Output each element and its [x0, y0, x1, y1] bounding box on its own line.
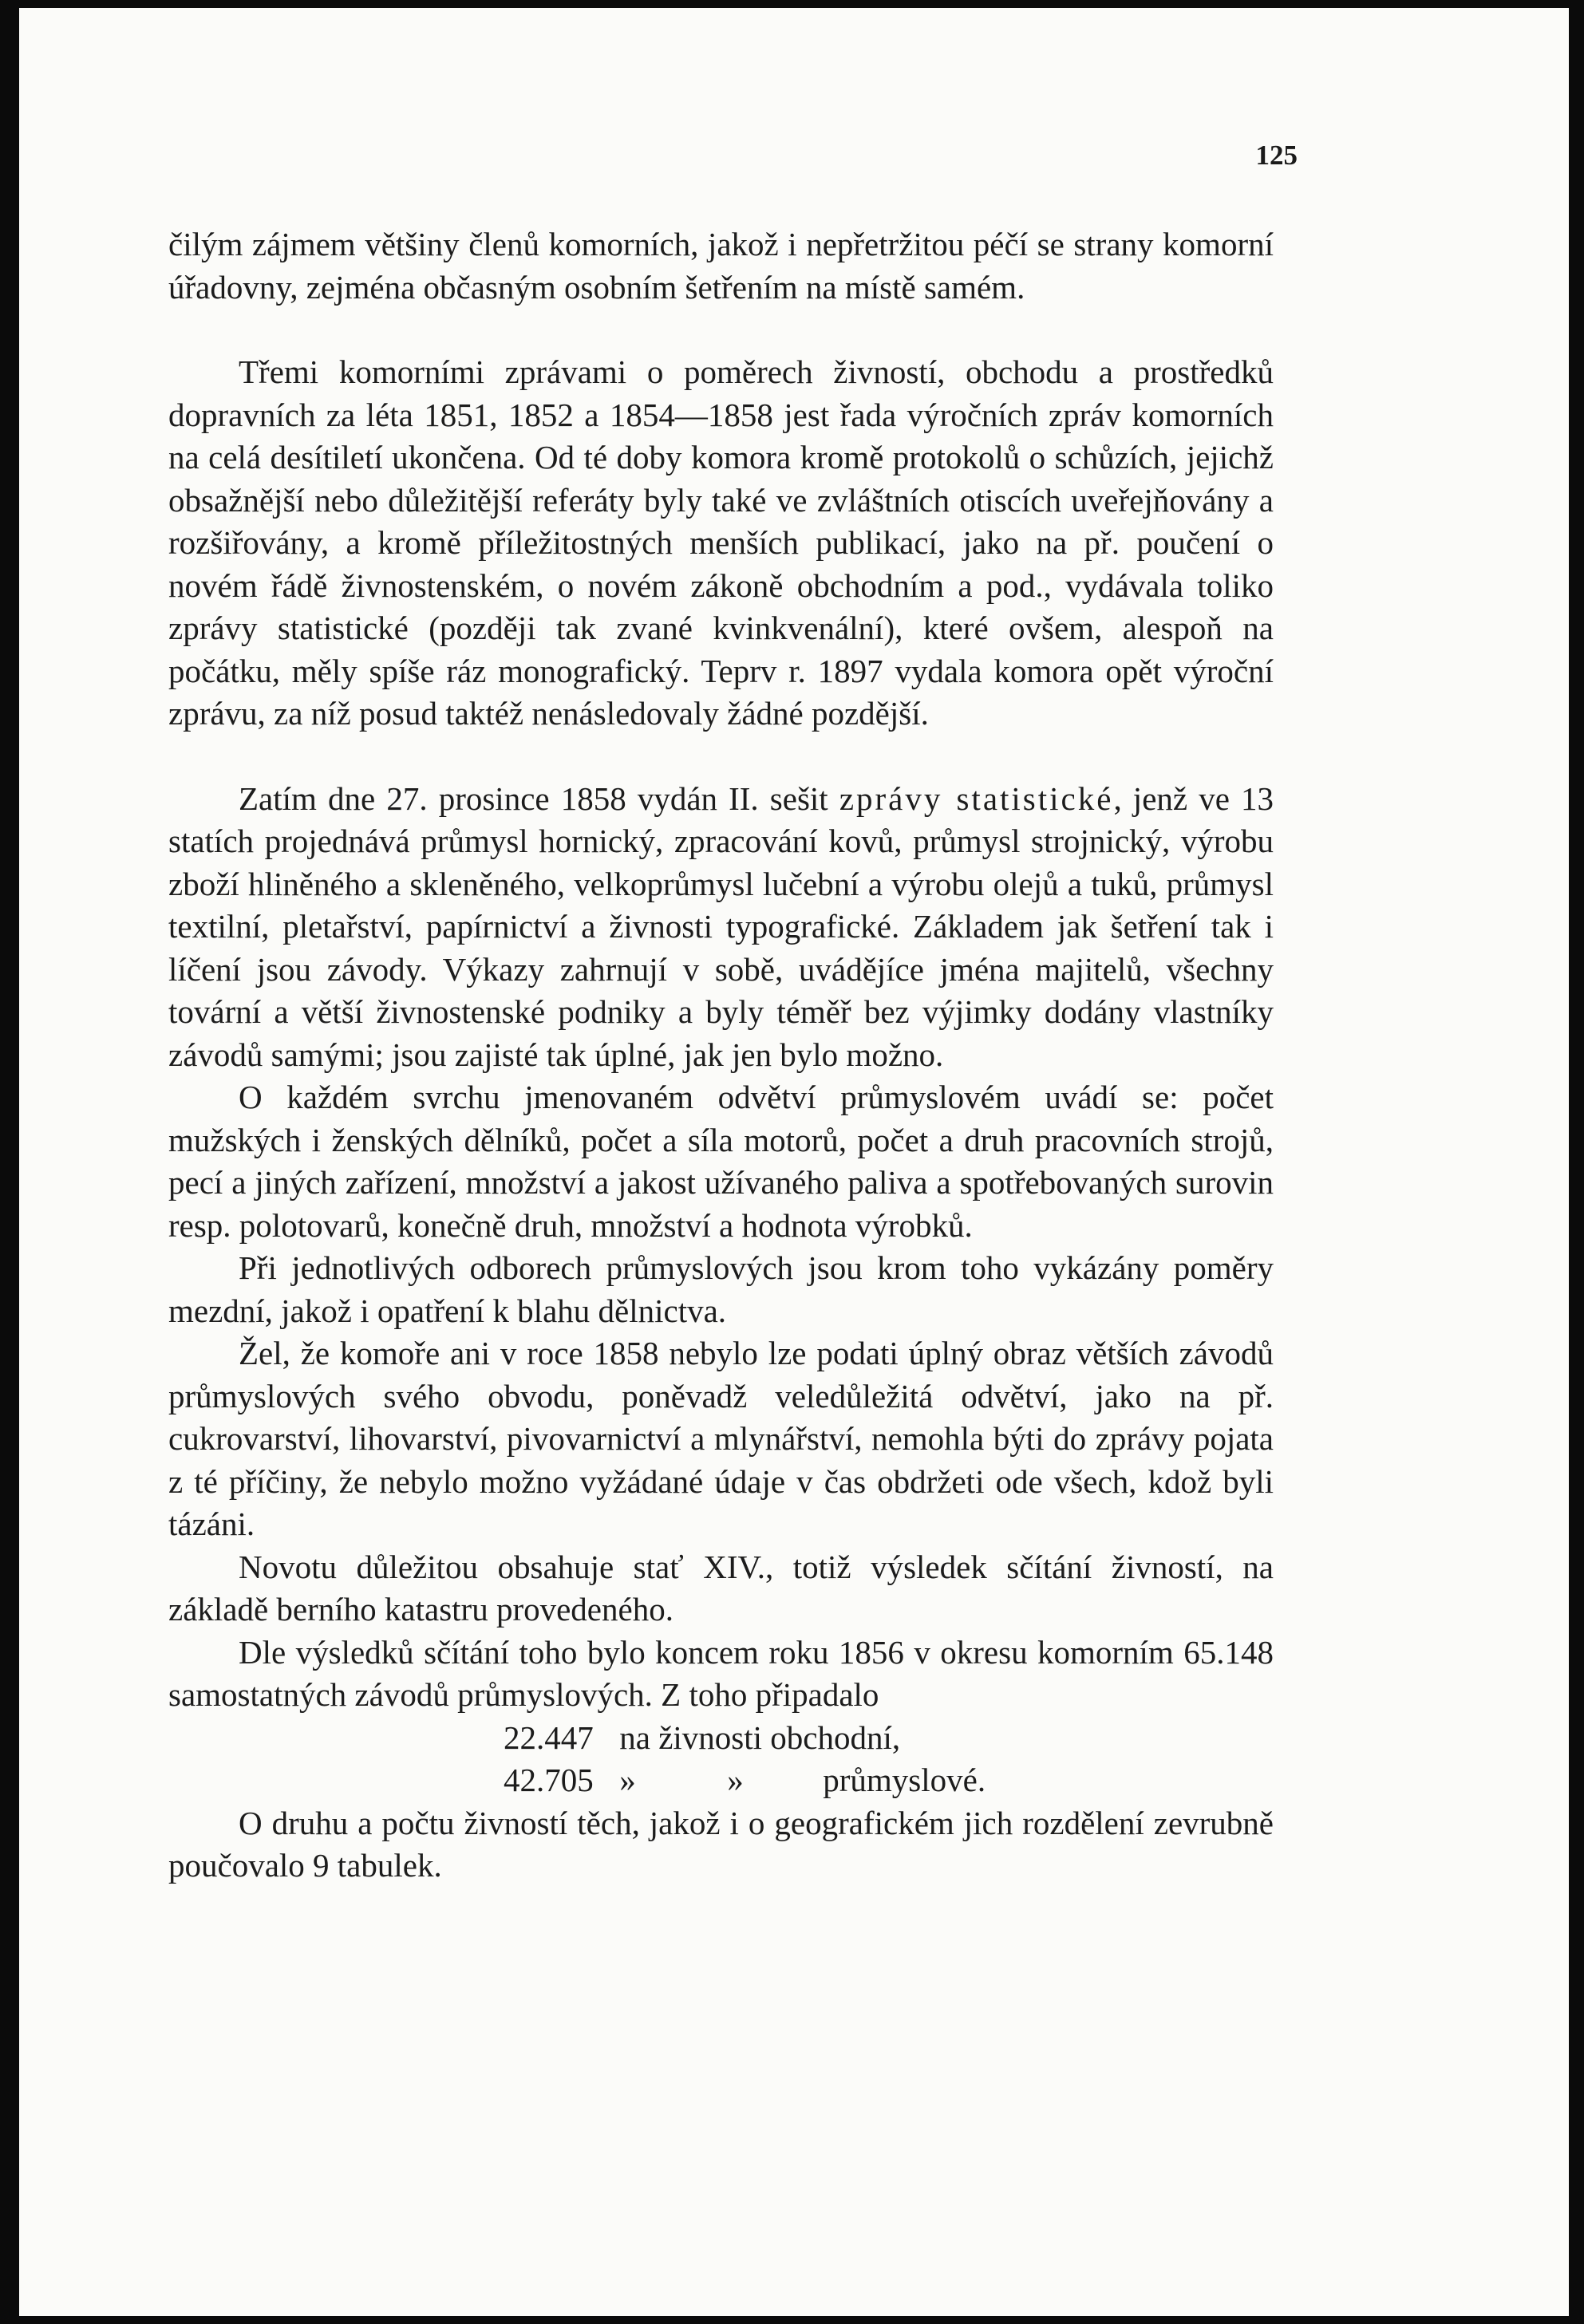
paragraph-continuation: čilým zájmem většiny členů komorních, jakož i nepřetržitou péčí se strany komorní úřadovny, zejména občasným osobním šetřením na místě samém.: [168, 226, 1274, 306]
paragraph-annual-reports: Třemi komorními zprávami o poměrech živností, obchodu a prostředků dopravních za léta 1851, 1852 a 1854—1858 jest řada výročních zpráv komorních na celá desítiletí ukončena. Od té doby komora kromě protokolů o schůzích, jejichž obsažnější nebo důležitější referáty byly také ve zvláštních otiscích uveřejňovány a rozšiřovány, a kromě příležitostných menších publikací, jako na př. poučení o novém řádě živnostenském, o novém zákoně obchodním a pod., vydávala toliko zprávy statistické (později tak zvané kvinkvenální), které ovšem, alespoň na počátku, měly spíše ráz monografický. Teprv r. 1897 vydala komora opět výroční zprávu, za níž posud taktéž nenásledovaly žádné pozdější.: [168, 353, 1274, 732]
table-number: 22.447: [504, 1718, 594, 1756]
table-text: průmyslové.: [823, 1762, 986, 1798]
census-table: [168, 1717, 1274, 1802]
paragraph-industry-data: O každém svrchu jmenovaném odvětví průmyslovém uvádí se: počet mužských i ženských dělníků, počet a síla motorů, počet a druh pracovních strojů, pecí a jiných zařízení, množství a jakost užívaného paliva a spotřebovaných surovin resp. polotovarů, konečně druh, množství a hodnota výrobků.: [168, 1079, 1274, 1244]
ditto-mark: »: [727, 1762, 744, 1798]
paragraph-text: Zatím dne 27. prosince 1858 vydán II. sešit: [239, 779, 839, 817]
paragraph-text: , jenž ve 13 statích projednává průmysl hornický, zpracování kovů, průmysl strojnický, výrobu zboží hliněného a skleněného, velkoprůmysl lučební a výrobu olejů a tuků, průmysl textilní, pletařství, papírnictví a živnosti typografické. Základem jak šetření tak i líčení jsou závody. Výkazy zahrnují v sobě, uvádějíce jména majitelů, všechny tovární a větší živnostenské podniky a byly téměř bez výjimky dodány vlastníky závodů samými; jsou zajisté tak úplné, jak jen bylo možno.: [168, 779, 1274, 1073]
table-text: na živnosti obchodní,: [619, 1718, 901, 1756]
table-row: [504, 1759, 1274, 1802]
body-text: [168, 223, 1274, 1888]
paragraph-incomplete-report: Žel, že komoře ani v roce 1858 nebylo lze podati úplný obraz větších závodů průmyslových svého obvodu, poněvadž veledůležitá odvětví, jako na př. cukrovarství, lihovarství, pivovarnictví a mlynářství, nemohla býti do zprávy pojata z té příčiny, že nebylo možno vyžádané údaje v čas obdržeti ode všech, kdož byli tázáni.: [168, 1335, 1274, 1542]
paragraph-tables: O druhu a počtu živností těch, jakož i o geografickém jich rozdělení zevrubně poučovalo 9 tabulek.: [168, 1804, 1274, 1884]
table-row: [504, 1717, 1274, 1760]
spaced-emphasis: zprávy statistické: [839, 779, 1114, 817]
table-number: 42.705: [504, 1762, 594, 1798]
ditto-mark: »: [619, 1762, 636, 1798]
paragraph-statistical-report: [168, 778, 1274, 1077]
book-page: [19, 8, 1569, 2316]
page-number: 125: [1255, 140, 1298, 171]
paragraph-census: Novotu důležitou obsahuje stať XIV., totiž výsledek sčítání živností, na základě berního katastru provedeného.: [168, 1548, 1274, 1628]
paragraph-census-results: Dle výsledků sčítání toho bylo koncem roku 1856 v okresu komorním 65.148 samostatných závodů průmyslových. Z toho připadalo: [168, 1633, 1274, 1713]
paragraph-wages: Při jednotlivých odborech průmyslových jsou krom toho vykázány poměry mezdní, jakož i opatření k blahu dělnictva.: [168, 1249, 1274, 1329]
